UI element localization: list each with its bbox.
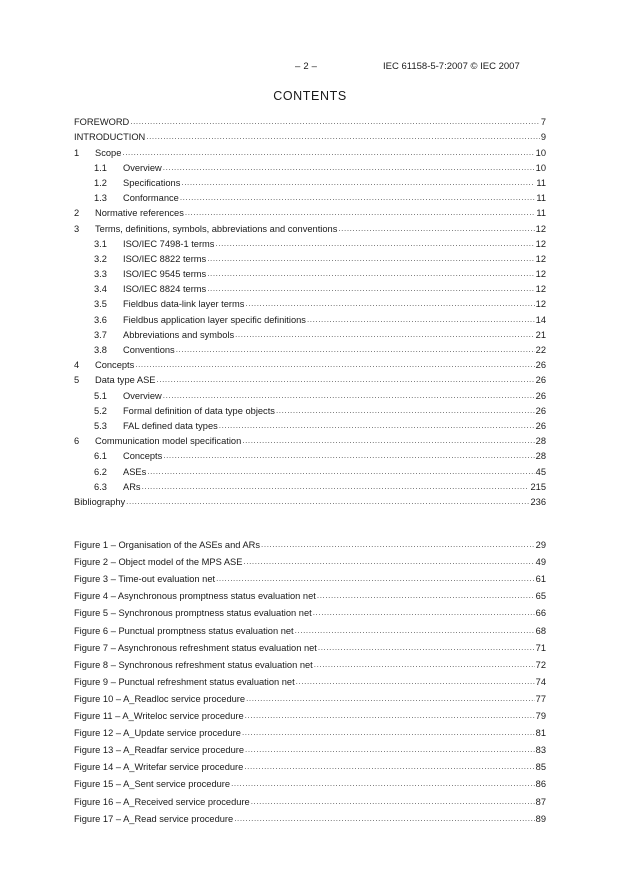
page-ref: 21	[535, 329, 546, 340]
section-number: 5	[74, 375, 80, 386]
section-number: 3.5	[94, 299, 107, 310]
section-number: 3.4	[94, 284, 107, 295]
page-title: CONTENTS	[273, 89, 347, 103]
dot-leader	[231, 778, 535, 790]
page-ref: 87	[535, 796, 546, 807]
page-ref: 66	[535, 608, 546, 619]
figure-title: Figure 1 – Organisation of the ASEs and ARs	[74, 540, 261, 551]
page-ref: 45	[535, 466, 546, 477]
page-ref: 61	[535, 574, 546, 585]
page-ref: 28	[535, 436, 546, 447]
dot-leader	[216, 573, 535, 585]
toc-entry[interactable]	[74, 235, 546, 250]
dot-leader	[176, 344, 535, 356]
toc-entry[interactable]	[74, 478, 546, 493]
page-ref: 26	[535, 360, 546, 371]
dot-leader	[313, 607, 535, 619]
dot-leader	[207, 268, 534, 280]
dot-leader	[246, 693, 535, 705]
page-ref: 72	[535, 659, 546, 670]
page-ref: 79	[535, 711, 546, 722]
dot-leader	[163, 450, 534, 462]
toc-entry[interactable]	[74, 143, 546, 158]
page-ref: 83	[535, 745, 546, 756]
section-title: ARs	[123, 481, 141, 492]
page-ref: 10	[535, 147, 546, 158]
dot-leader	[245, 744, 535, 756]
dot-leader	[307, 314, 535, 326]
dot-leader	[242, 435, 534, 447]
page-ref: 11	[536, 193, 546, 204]
section-number: 6.2	[94, 466, 107, 477]
page-ref: 28	[535, 451, 546, 462]
section-title: ISO/IEC 8822 terms	[123, 253, 207, 264]
dot-leader	[163, 390, 535, 402]
toc-entry[interactable]	[74, 447, 546, 462]
page-ref: 74	[535, 676, 546, 687]
figure-title: Figure 17 – A_Read service procedure	[74, 813, 234, 824]
page-ref: 236	[530, 496, 546, 507]
page-ref: 22	[535, 345, 546, 355]
dot-leader	[244, 761, 534, 773]
page-ref: 65	[535, 591, 546, 602]
section-title: Formal definition of data type objects	[123, 405, 275, 416]
figure-entry[interactable]	[74, 705, 546, 722]
toc-entry[interactable]	[74, 250, 546, 265]
figure-entry[interactable]	[74, 756, 546, 773]
dot-leader	[185, 207, 535, 219]
figure-title: Figure 13 – A_Readfar service procedure	[74, 745, 245, 756]
dot-leader	[147, 466, 534, 478]
dot-leader	[245, 710, 535, 722]
page-ref: 49	[535, 557, 546, 568]
section-title: Conformance	[123, 193, 179, 204]
section-number: 1.2	[94, 177, 107, 188]
dot-leader	[181, 177, 535, 189]
section-title: ASEs	[123, 466, 147, 477]
toc-entry[interactable]	[74, 341, 546, 356]
page-ref: 26	[535, 375, 546, 386]
figure-title: Figure 3 – Time-out evaluation net	[74, 574, 216, 585]
toc-entry[interactable]	[74, 493, 546, 508]
dot-leader	[207, 283, 534, 295]
dot-leader	[276, 405, 535, 417]
dot-leader	[317, 590, 535, 602]
toc-entry[interactable]	[74, 462, 546, 477]
standard-reference: IEC 61158-5-7:2007 © IEC 2007	[383, 61, 520, 72]
dot-leader	[245, 298, 534, 310]
section-title: Concepts	[95, 360, 135, 371]
section-title: ISO/IEC 8824 terms	[123, 284, 207, 295]
section-title: Normative references	[95, 208, 184, 219]
toc-entry[interactable]	[74, 280, 546, 295]
figure-title: Figure 5 – Synchronous promptness status evaluation net	[74, 608, 312, 619]
section-title: Overview	[123, 390, 162, 401]
dot-leader	[234, 813, 534, 825]
figure-entry[interactable]	[74, 534, 546, 551]
page-ref: 26	[535, 390, 546, 401]
page-ref: 14	[535, 314, 546, 325]
section-number: 3.7	[94, 329, 107, 340]
dot-leader	[219, 420, 535, 432]
section-number: 5.3	[94, 420, 107, 431]
page-ref: 12	[535, 253, 546, 264]
toc-entry[interactable]	[74, 356, 546, 371]
page-ref: 71	[535, 642, 546, 653]
table-of-contents	[74, 113, 546, 508]
figure-title: Figure 4 – Asynchronous promptness status evaluation net	[74, 591, 316, 602]
dot-leader	[142, 481, 530, 493]
section-number: 1	[74, 147, 80, 158]
section-number: 6.1	[94, 451, 107, 462]
toc-entry[interactable]	[74, 159, 546, 174]
section-title: Overview	[123, 162, 162, 173]
figure-entry[interactable]	[74, 773, 546, 790]
page-ref: 11	[536, 177, 546, 188]
section-title: Concepts	[123, 451, 163, 462]
figure-title: Figure 10 – A_Readloc service procedure	[74, 693, 246, 704]
section-number: 3.8	[94, 345, 107, 355]
figure-entry[interactable]	[74, 637, 546, 654]
section-title: Scope	[95, 147, 122, 158]
section-number: 3	[74, 223, 80, 234]
section-title: ISO/IEC 9545 terms	[123, 269, 207, 280]
section-number: 3.3	[94, 269, 107, 280]
toc-entry[interactable]	[74, 219, 546, 234]
page-ref: 81	[535, 728, 546, 739]
dot-leader	[261, 539, 535, 551]
toc-entry[interactable]	[74, 432, 546, 447]
figure-title: Figure 11 – A_Writeloc service procedure	[74, 711, 244, 722]
figure-entry[interactable]	[74, 551, 546, 568]
figure-title: Figure 8 – Synchronous refreshment status evaluation net	[74, 659, 313, 670]
figure-entry[interactable]	[74, 671, 546, 688]
toc-entry[interactable]	[74, 128, 546, 143]
dot-leader	[251, 796, 535, 808]
figure-entry[interactable]	[74, 739, 546, 756]
page-ref: 12	[535, 238, 546, 249]
dot-leader	[156, 374, 534, 386]
figure-entry[interactable]	[74, 568, 546, 585]
section-title: Bibliography	[74, 496, 126, 507]
toc-entry[interactable]	[74, 310, 546, 325]
toc-entry[interactable]	[74, 417, 546, 432]
toc-entry[interactable]	[74, 295, 546, 310]
page-ref: 26	[535, 420, 546, 431]
dot-leader	[146, 131, 540, 143]
section-number: 1.1	[94, 162, 107, 173]
toc-entry[interactable]	[74, 371, 546, 386]
figure-title: Figure 16 – A_Received service procedure	[74, 796, 250, 807]
section-title: Abbreviations and symbols	[123, 329, 235, 340]
section-title: Specifications	[123, 177, 181, 188]
figure-title: Figure 6 – Punctual promptness status evaluation net	[74, 625, 294, 636]
toc-entry[interactable]	[74, 113, 546, 128]
figure-entry[interactable]	[74, 602, 546, 619]
section-title: FAL defined data types	[123, 420, 218, 431]
dot-leader	[130, 116, 540, 128]
page-ref: 11	[536, 208, 546, 219]
figure-title: Figure 9 – Punctual refreshment status evaluation net	[74, 676, 295, 687]
page-ref: 12	[535, 284, 546, 295]
page-ref: 85	[535, 762, 546, 773]
dot-leader	[126, 496, 529, 508]
section-number: 4	[74, 360, 80, 371]
dot-leader	[163, 162, 535, 174]
dot-leader	[207, 253, 534, 265]
figure-title: Figure 2 – Object model of the MPS ASE	[74, 557, 243, 568]
page-ref: 26	[535, 405, 546, 416]
page-ref: 7	[540, 117, 546, 128]
page-ref: 9	[540, 132, 546, 143]
figure-title: Figure 15 – A_Sent service procedure	[74, 779, 231, 790]
toc-entry[interactable]	[74, 189, 546, 204]
page-ref: 89	[535, 813, 546, 824]
page-ref: 77	[535, 693, 546, 704]
page-ref: 86	[535, 779, 546, 790]
section-number: 2	[74, 208, 80, 219]
dot-leader	[314, 659, 535, 671]
section-title: Conventions	[123, 345, 175, 355]
toc-entry[interactable]	[74, 174, 546, 189]
section-number: 1.3	[94, 193, 107, 204]
section-title: Terms, definitions, symbols, abbreviations and conventions	[95, 223, 338, 234]
section-title: ISO/IEC 7498-1 terms	[123, 238, 215, 249]
dot-leader	[135, 359, 534, 371]
section-title: Fieldbus application layer specific definitions	[123, 314, 306, 325]
section-number: 3.2	[94, 253, 107, 264]
page-ref: 68	[535, 625, 546, 636]
figure-entry[interactable]	[74, 619, 546, 636]
list-of-figures	[74, 534, 546, 825]
dot-leader	[180, 192, 536, 204]
section-number: 3.1	[94, 238, 107, 249]
dot-leader	[338, 223, 534, 235]
figure-title: Figure 12 – A_Update service procedure	[74, 728, 241, 739]
section-number: 6	[74, 436, 80, 447]
figure-entry[interactable]	[74, 808, 546, 825]
dot-leader	[242, 727, 535, 739]
toc-entry[interactable]	[74, 326, 546, 341]
section-number: 6.3	[94, 481, 107, 492]
toc-entry[interactable]	[74, 204, 546, 219]
section-number: 5.2	[94, 405, 107, 416]
dot-leader	[235, 329, 535, 341]
dot-leader	[122, 147, 534, 159]
figure-entry[interactable]	[74, 790, 546, 807]
section-number: 5.1	[94, 390, 107, 401]
figure-entry[interactable]	[74, 722, 546, 739]
page-ref: 12	[535, 223, 546, 234]
page-ref: 12	[535, 269, 546, 280]
figure-entry[interactable]	[74, 585, 546, 602]
figure-entry[interactable]	[74, 688, 546, 705]
dot-leader	[215, 238, 534, 250]
toc-entry[interactable]	[74, 265, 546, 280]
dot-leader	[243, 556, 534, 568]
toc-entry[interactable]	[74, 402, 546, 417]
dot-leader	[296, 676, 535, 688]
section-title: INTRODUCTION	[74, 132, 146, 143]
section-number: 3.6	[94, 314, 107, 325]
page-ref: 215	[530, 481, 546, 492]
page-ref: 29	[535, 540, 546, 551]
section-title: Fieldbus data-link layer terms	[123, 299, 245, 310]
section-title: Communication model specification	[95, 436, 242, 447]
figure-title: Figure 14 – A_Writefar service procedure	[74, 762, 244, 773]
page-number: – 2 –	[295, 61, 318, 72]
figure-title: Figure 7 – Asynchronous refreshment status evaluation net	[74, 642, 317, 653]
toc-entry[interactable]	[74, 386, 546, 401]
page-ref: 12	[535, 299, 546, 310]
dot-leader	[318, 642, 535, 654]
dot-leader	[295, 625, 535, 637]
page-ref: 10	[535, 162, 546, 173]
section-title: Data type ASE	[95, 375, 156, 386]
section-title: FOREWORD	[74, 117, 130, 128]
figure-entry[interactable]	[74, 654, 546, 671]
